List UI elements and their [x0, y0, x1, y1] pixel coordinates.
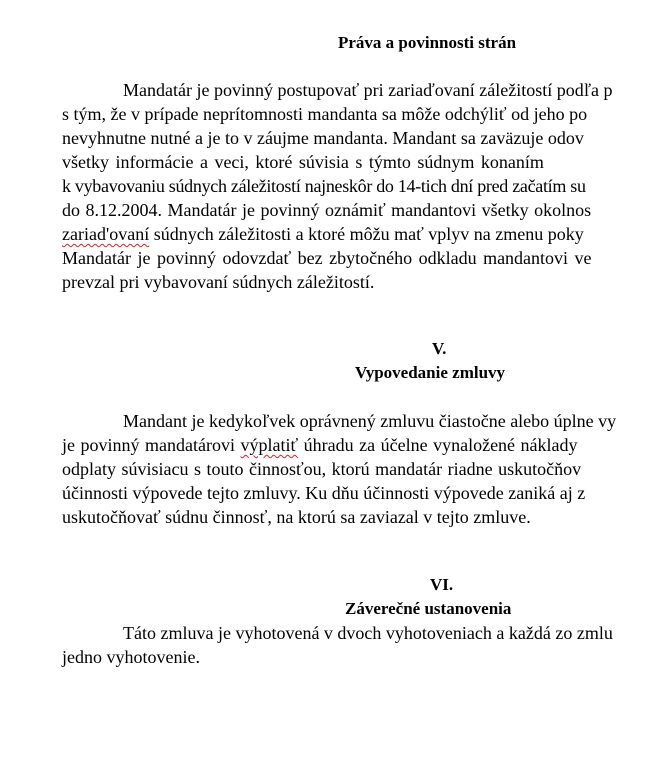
paragraph-line: s tým, že v prípade neprítomnosti mandanta sa môže odchýliť od jeho po: [62, 104, 588, 124]
paragraph-line: účinnosti výpovede tejto zmluvy. Ku dňu účinnosti výpovede zaniká aj z: [62, 483, 586, 503]
paragraph-line: Mandant je kedykoľvek oprávnený zmluvu čiastočne alebo úplne vy: [123, 411, 617, 431]
paragraph-line: všetky informácie a veci, ktoré súvisia s týmto súdnym konaním: [62, 152, 544, 172]
paragraph-line: [62, 433, 578, 457]
paragraph-line: prevzal pri vybavovaní súdnych záležitostí.: [62, 272, 375, 292]
paragraph-line: uskutočňovať súdnu činnosť, na ktorú sa zaviazal v tejto zmluve.: [62, 507, 531, 527]
line-text: úhradu za účelne vynaložené náklady: [298, 435, 578, 455]
section-number-vi: VI.: [430, 575, 454, 594]
paragraph-line: [62, 222, 584, 246]
section-title-termination: Vypovedanie zmluvy: [355, 363, 506, 382]
section-number-v: V.: [432, 339, 447, 358]
paragraph-line: Mandatár je povinný odovzdať bez zbytočného odkladu mandantovi ve: [62, 248, 592, 268]
paragraph-line: do 8.12.2004. Mandatár je povinný oznámiť mandantovi všetky okolnos: [62, 200, 592, 220]
paragraph-line: k vybavovaniu súdnych záležitostí najneskôr do 14-tich dní pred začatím su: [62, 176, 586, 196]
section-title-rights-obligations: Práva a povinnosti strán: [338, 33, 517, 52]
section-title-final-provisions: Záverečné ustanovenia: [345, 599, 512, 618]
misspelled-word[interactable]: výplatiť: [240, 435, 299, 455]
paragraph-line: nevyhnutne nutné a je to v záujme mandanta. Mandant sa zaväzuje odov: [62, 128, 584, 148]
paragraph-line: odplaty súvisiacu s touto činnosťou, ktorú mandatár riadne uskutočňov: [62, 459, 582, 479]
paragraph-line: Táto zmluva je vyhotovená v dvoch vyhotoveniach a každá zo zmlu: [123, 623, 613, 643]
line-text: súdnych záležitosti a ktoré môžu mať vplyv na zmenu poky: [149, 224, 584, 244]
misspelled-word[interactable]: zariad'ovaní: [62, 224, 150, 244]
paragraph-line: jedno vyhotovenie.: [62, 647, 200, 667]
paragraph-line: Mandatár je povinný postupovať pri zariaďovaní záležitostí podľa p: [123, 80, 613, 100]
line-text: je povinný mandatárovi: [62, 435, 241, 455]
